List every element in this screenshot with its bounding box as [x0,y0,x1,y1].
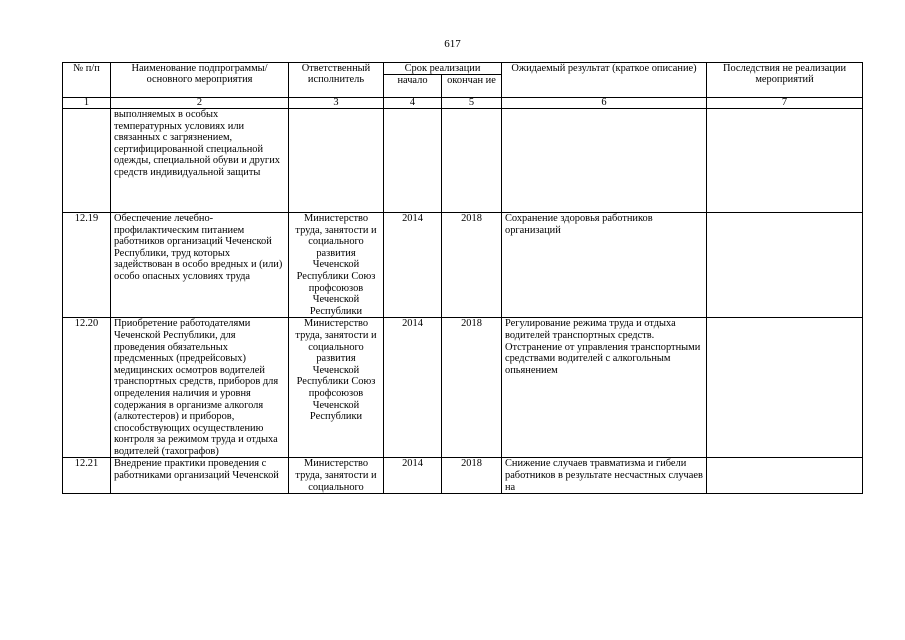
column-number: 2 [111,98,289,109]
header-row-1 [63,63,863,75]
continuation-row [63,109,863,213]
row-start: 2014 [384,458,442,494]
row-start: 2014 [384,213,442,318]
column-number-row [63,98,863,109]
header-num: № п/п [63,63,111,98]
row-name: Внедрение практики проведения с работниками организаций Чеченской [111,458,289,494]
row-start [384,109,442,213]
row-executor [289,109,384,213]
column-number: 6 [502,98,707,109]
row-consequences [707,318,863,458]
row-consequences [707,109,863,213]
row-num [63,109,111,213]
row-end: 2018 [442,213,502,318]
row-name: Обеспечение лечебно-профилактическим питанием работников организаций Чеченской Республики, труд которых задействован в особо вредных и (или) особо опасных условиях труда [111,213,289,318]
row-executor: Министерство труда, занятости и социального развития Чеченской Республики Союз профсоюзов Чеченской Республики [289,213,384,318]
row-end [442,109,502,213]
row-start: 2014 [384,318,442,458]
row-name: выполняемых в особых температурных условиях или связанных с загрязнением, сертифицированной специальной одежды, специальной обуви и других средств индивидуальной защиты [111,109,289,213]
page-number: 617 [444,38,461,50]
header-executor: Ответственный исполнитель [289,63,384,98]
header-result: Ожидаемый результат (краткое описание) [502,63,707,98]
table-row [63,458,863,494]
row-consequences [707,458,863,494]
row-end: 2018 [442,458,502,494]
column-number: 3 [289,98,384,109]
row-num: 12.19 [63,213,111,318]
program-activities-table [62,62,863,494]
row-name: Приобретение работодателями Чеченской Республики, для проведения обязательных предсменных (предрейсовых) медицинских осмотров водителей транспортных средств, приборов для определения наличия и уровня содержания в организме алкоголя (алкотестеров) и приборов, способствующих осуществлению контроля за режимом труда и отдыха водителей (тахографов) [111,318,289,458]
table-row [63,213,863,318]
row-result [502,109,707,213]
row-executor: Министерство труда, занятости и социального развития Чеченской Республики Союз профсоюзов Чеченской Республики [289,318,384,458]
header-name: Наименование подпрограммы/ основного мероприятия [111,63,289,98]
row-num: 12.21 [63,458,111,494]
header-end: окончан ие [442,75,502,98]
column-number: 4 [384,98,442,109]
header-start: начало [384,75,442,98]
row-consequences [707,213,863,318]
table-row [63,318,863,458]
row-result: Сохранение здоровья работников организаций [502,213,707,318]
header-consequences: Последствия не реализации мероприятий [707,63,863,98]
row-end: 2018 [442,318,502,458]
column-number: 5 [442,98,502,109]
row-result: Снижение случаев травматизма и гибели работников в результате несчастных случаев на [502,458,707,494]
row-num: 12.20 [63,318,111,458]
column-number: 7 [707,98,863,109]
column-number: 1 [63,98,111,109]
row-result: Регулирование режима труда и отдыха водителей транспортных средств. Отстранение от управления транспортными средствами водителей с алкогольным опьянением [502,318,707,458]
row-executor: Министерство труда, занятости и социального [289,458,384,494]
header-period: Срок реализации [384,63,502,75]
